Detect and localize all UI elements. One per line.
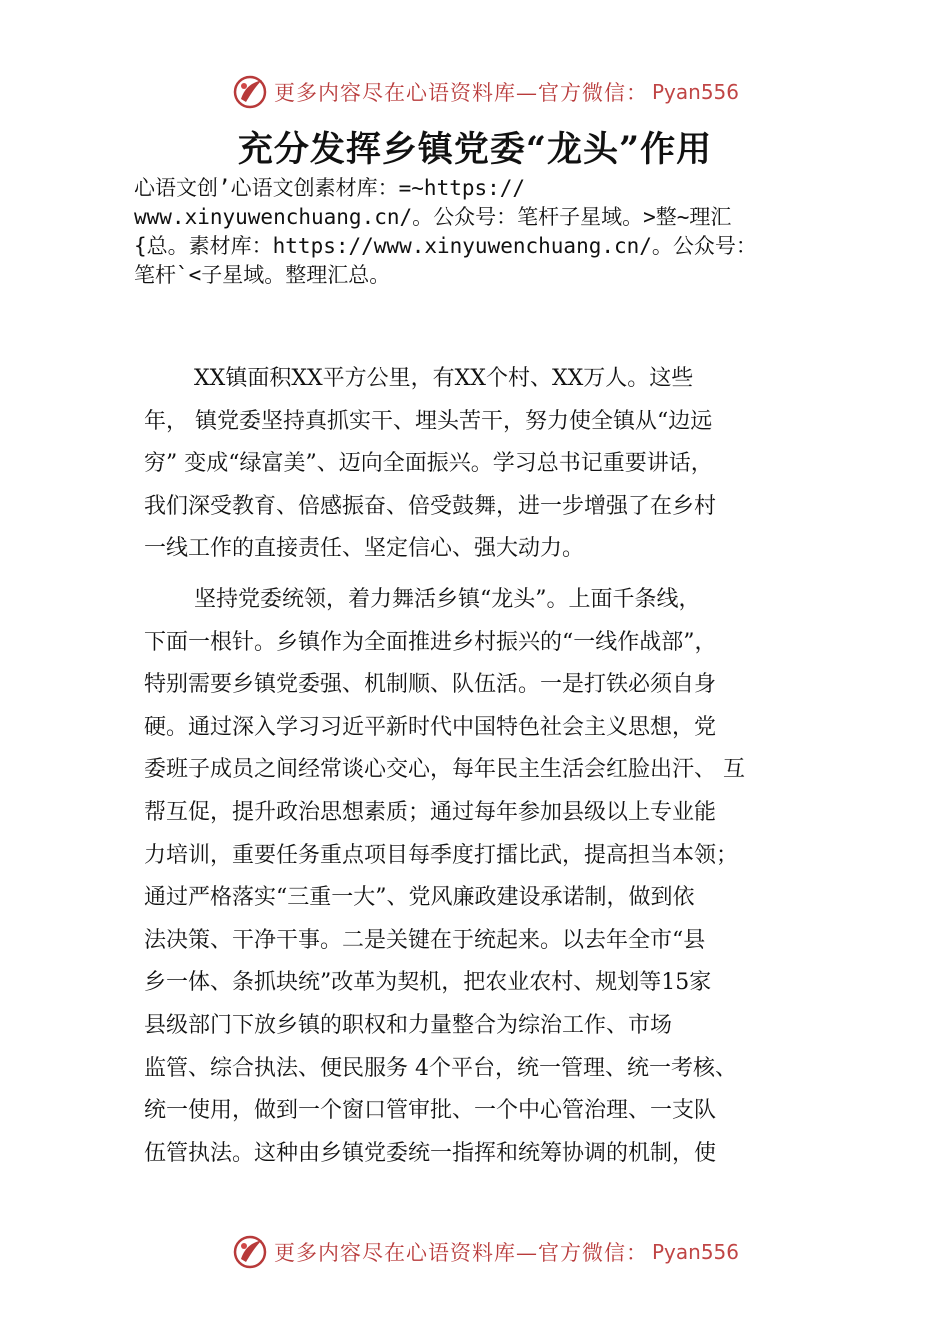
text-line: 乡一体、条抓块统”改革为契机，把农业农村、规划等15家 bbox=[144, 970, 712, 996]
text-line: 下面一根针。乡镇作为全面推进乡村振兴的“一线作战部”， bbox=[144, 629, 717, 655]
text-line: 统一使用，做到一个窗口管审批、一个中心管治理、一支队 bbox=[144, 1098, 717, 1124]
logo-icon bbox=[232, 1234, 268, 1270]
text-line: 我们深受教育、倍感振奋、倍受鼓舞，进一步增强了在乡村 bbox=[144, 493, 717, 519]
meta-line: www.xinyuwenchuang.cn/。公众号：笔杆子星域。>整~理汇 bbox=[134, 205, 732, 229]
text-line: 通过严格落实“三重一大”、党风廉政建设承诺制，做到依 bbox=[144, 885, 695, 911]
text-line: 监管、综合执法、便民服务 4个平台，统一管理、统一考核、 bbox=[144, 1055, 737, 1081]
banner-wechat-handle: Pyan556 bbox=[652, 80, 740, 104]
text-line: 坚持党委统领，着力舞活乡镇“龙头”。上面千条线， bbox=[194, 586, 701, 612]
meta-line: {总。素材库：https://www.xinyuwenchuang.cn/。公众号： bbox=[134, 234, 757, 258]
text-line: 硬。通过深入学习习近平新时代中国特色社会主义思想，党 bbox=[144, 714, 717, 740]
text-line: 帮互促，提升政治思想素质；通过每年参加县级以上专业能 bbox=[144, 799, 717, 825]
text-line: 伍管执法。这种由乡镇党委统一指挥和统筹协调的机制，使 bbox=[144, 1140, 717, 1166]
text-line: 县级部门下放乡镇的职权和力量整合为综治工作、市场 bbox=[144, 1012, 673, 1038]
paragraph-party-leadership bbox=[144, 579, 844, 1175]
logo-icon bbox=[232, 74, 268, 110]
text-line: 年， 镇党委坚持真抓实干、埋头苦干，努力使全镇从“边远 bbox=[144, 408, 713, 434]
text-line: 穷” 变成“绿富美”、迈向全面振兴。学习总书记重要讲话， bbox=[144, 451, 713, 477]
footer-banner bbox=[232, 1232, 740, 1272]
banner-slogan: 更多内容尽在心语资料库—官方微信： bbox=[274, 1241, 648, 1265]
text-line: 力培训，重要任务重点项目每季度打擂比武，提高担当本领； bbox=[144, 842, 739, 868]
meta-line: 心语文创’心语文创素材库：=~https:// bbox=[134, 176, 526, 200]
text-line: XX镇面积XX平方公里，有XX个村、XX万人。这些 bbox=[194, 366, 694, 391]
paragraph-intro bbox=[144, 358, 844, 571]
meta-line: 笔杆`<子星域。整理汇总。 bbox=[134, 263, 391, 287]
text-line: 一线工作的直接责任、坚定信心、强大动力。 bbox=[144, 536, 585, 562]
header-banner bbox=[232, 72, 740, 112]
text-line: 特别需要乡镇党委强、机制顺、队伍活。一是打铁必须自身 bbox=[144, 672, 717, 698]
document-body bbox=[144, 358, 844, 1175]
text-line: 法决策、干净干事。二是关键在于统起来。以去年全市“县 bbox=[144, 927, 706, 953]
banner-slogan: 更多内容尽在心语资料库—官方微信： bbox=[274, 81, 648, 105]
document-title: 充分发挥乡镇党委“龙头”作用 bbox=[237, 129, 713, 170]
source-meta bbox=[134, 174, 834, 290]
text-line: 委班子成员之间经常谈心交心，每年民主生活会红脸出汗、 互 bbox=[144, 757, 745, 783]
banner-wechat-handle: Pyan556 bbox=[652, 1240, 740, 1264]
